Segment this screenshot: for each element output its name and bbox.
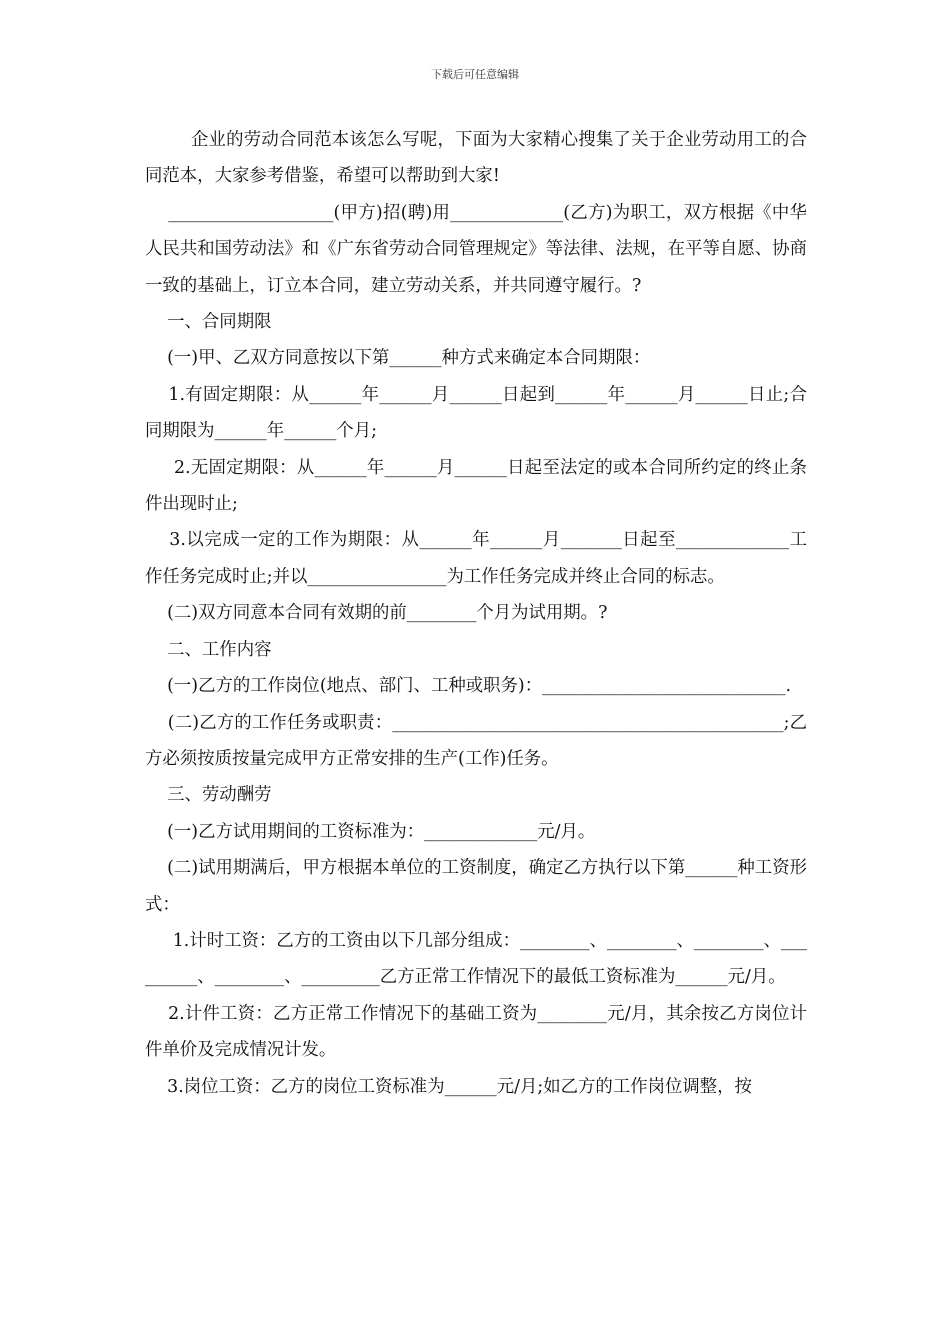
intro-paragraph: 企业的劳动合同范本该怎么写呢，下面为大家精心搜集了关于企业劳动用工的合同范本，大家参考借鉴，希望可以帮助到大家!: [145, 130, 807, 187]
clause-wage-form: (二)试用期满后，甲方根据本单位的工资制度，确定乙方执行以下第______种工资形式：: [145, 858, 807, 915]
clause-fixed-term: 1.有固定期限：从______年______月______日起到______年______月______日止;合同期限为______年______个月;: [145, 384, 807, 442]
clause-probation: (二)双方同意本合同有效期的前________个月为试用期。?: [145, 603, 608, 624]
clause-job-position: (一)乙方的工作岗位(地点、部门、工种或职务)：____________________________.: [145, 676, 792, 697]
clause-term-method: (一)甲、乙双方同意按以下第______种方式来确定本合同期限：: [145, 348, 651, 369]
clause-post-wage: 3.岗位工资：乙方的岗位工资标准为______元/月;如乙方的工作岗位调整，按: [145, 1076, 752, 1097]
clause-open-term: 2.无固定期限：从______年______月______日起至法定的或本合同所约定的终止条件出现时止;: [145, 457, 807, 515]
section-heading-remuneration: 三、劳动酬劳: [145, 785, 272, 806]
clause-job-duties: (二)乙方的工作任务或职责：_____________________________________________;乙方必须按质按量完成甲方正常安排的生产(工作)任务。: [145, 712, 807, 769]
section-heading-work-content: 二、工作内容: [145, 639, 272, 660]
section-heading-contract-term: 一、合同期限: [145, 312, 272, 333]
page-header: 下载后可任意编辑: [431, 68, 519, 81]
clause-piece-wage: 2.计件工资：乙方正常工作情况下的基础工资为________元/月，其余按乙方岗位计件单价及完成情况计发。: [145, 1003, 807, 1061]
clause-probation-wage: (一)乙方试用期间的工资标准为：_____________元/月。: [145, 821, 596, 842]
clause-task-term: 3.以完成一定的工作为期限：从______年______月_______日起至_____________工作任务完成时止;并以________________为工作任务完成并终止合同的标志。: [145, 530, 807, 587]
clause-time-wage: 1.计时工资：乙方的工资由以下几部分组成：________、________、________、_________、________、_________乙方正常工作情况下的最低工资标准为______元/月。: [145, 930, 807, 988]
preamble-paragraph: ___________________(甲方)招(聘)用_____________(乙方)为职工，双方根据《中华人民共和国劳动法》和《广东省劳动合同管理规定》等法律、法规，在平等自愿、协商一致的基础上，订立本合同，建立劳动关系，并共同遵守履行。?: [145, 202, 807, 296]
document-body: [145, 122, 807, 1105]
